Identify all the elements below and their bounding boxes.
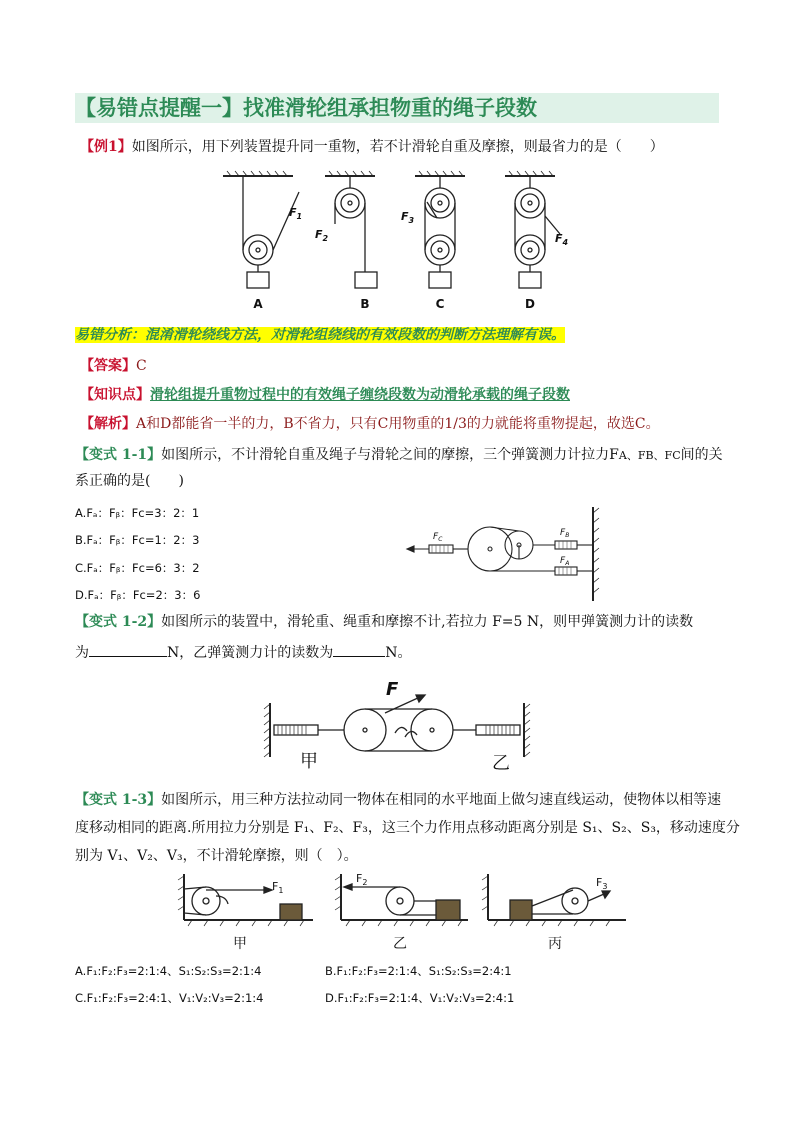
section-heading: 【易错点提醒一】找准滑轮组承担物重的绳子段数 [75,93,719,123]
variant-1-1-option-c: C.Fₐ：Fᵦ：Fc=6：3：2 [75,561,200,575]
label-f3: $F_3$ [596,876,608,891]
label-fc: $F_C$ [433,532,443,543]
variant-1-3-option-d: D.F₁:F₂:F₃=2:1:4、V₁:V₂:V₃=2:4:1 [325,991,515,1005]
force-label-f3: $F_3$ [401,210,415,225]
variant-1-3-option-a: A.F₁:F₂:F₃=2:1:4、S₁:S₂:S₃=2:1:4 [75,964,262,978]
label-jia-3: 甲 [233,936,247,952]
force-label-f4: $F_4$ [555,232,569,247]
figure-pulley-systems [215,168,569,318]
variant-1-2-text: 如图所示的装置中，滑轮重、绳重和摩擦不计,若拉力 F=5 N，则甲弹簧测力计的读数 [161,614,694,630]
figure-label-b: B [360,297,370,311]
error-analysis [75,325,565,345]
label-fb: $F_B$ [560,528,570,539]
figure-label-a: A [253,297,263,311]
force-label-f: F [386,679,399,700]
answer [80,356,147,376]
error-analysis-text: 易错分析：混淆滑轮绕线方法，对滑轮组绕线的有效段数的判断方法理解有误。 [75,327,565,343]
answer-value: C [136,358,147,374]
label-f1: $F_1$ [272,880,284,895]
example-1-question [80,137,664,157]
analysis [80,414,660,434]
variant-1-3-line2: 度移动相同的距离.所用拉力分别是 F₁、F₂、F₃，这三个力作用点移动距离分别是 S₁、S₂、S₃，移动速度分 [75,820,740,836]
figure-spring-scales [405,505,605,605]
label-jia: 甲 [300,751,318,772]
knowledge-text: 滑轮组提升重物过程中的有效绳子缠绕段数为动滑轮承载的绳子段数 [150,387,570,403]
force-label-f2: $F_2$ [315,228,329,243]
variant-1-1-line1: 【变式 1-1】如图所示，不计滑轮自重及绳子与滑轮之间的摩擦，三个弹簧测力计拉力FA、FB、FC间的关 [75,447,723,463]
variant-1-3-tag: 【变式 1-3】 [75,792,162,808]
label-fa: $F_A$ [560,556,570,567]
variant-1-3-text: 如图所示，用三种方法拉动同一物体在相同的水平地面上做匀速直线运动，使物体以相等速 [161,792,722,808]
figure-three-setups [178,868,630,958]
example-1-text: 如图所示，用下列装置提升同一重物，若不计滑轮自重及摩擦，则最省力的是（ ） [131,139,664,155]
variant-1-1-option-d: D.Fₐ：Fᵦ：Fc=2：3：6 [75,588,201,602]
variant-1-1-option-a: A.Fₐ：Fᵦ：Fc=3：2：1 [75,506,200,520]
figure-label-c: C [435,297,445,311]
variant-1-1-tag: 【变式 1-1】 [75,447,162,463]
variant-1-2-line2: 为 N，乙弹簧测力计的读数为 N。 [75,642,412,663]
figure-two-scales [260,675,535,775]
force-label-f1: $F_1$ [289,206,303,221]
analysis-text: A和D都能省一半的力，B不省力，只有C用物重的1/3的力就能将重物提起，故选C。 [136,416,660,432]
knowledge-point [80,385,570,405]
example-1-tag: 【例1】 [80,139,132,155]
variant-1-1-tail: 间的关 [680,447,723,463]
variant-1-1-line2: 系正确的是( ) [75,473,184,489]
variant-1-3-line1 [75,790,721,810]
knowledge-tag: 【知识点】 [80,387,150,403]
label-f2: $F_2$ [356,872,368,887]
variant-1-1-option-b: B.Fₐ：Fᵦ：Fc=1：2：3 [75,533,200,547]
figure-label-d: D [525,297,535,311]
variant-1-1-text: 如图所示，不计滑轮自重及绳子与滑轮之间的摩擦，三个弹簧测力计拉力F [161,447,619,463]
label-bing-3: 丙 [548,936,562,952]
analysis-tag: 【解析】 [80,416,136,432]
blank-yi[interactable] [333,642,385,657]
answer-tag: 【答案】 [80,358,136,374]
variant-1-3-option-b: B.F₁:F₂:F₃=2:1:4、S₁:S₂:S₃=2:4:1 [325,964,512,978]
label-yi: 乙 [492,753,510,774]
variant-1-2-line1 [75,612,693,632]
blank-jia[interactable] [89,642,167,657]
variant-1-2-tag: 【变式 1-2】 [75,614,162,630]
variant-1-3-line3: 别为 V₁、V₂、V₃，不计滑轮摩擦，则（ ）。 [75,848,358,864]
variant-1-3-option-c: C.F₁:F₂:F₃=2:4:1、V₁:V₂:V₃=2:1:4 [75,991,264,1005]
label-yi-3: 乙 [393,936,407,952]
